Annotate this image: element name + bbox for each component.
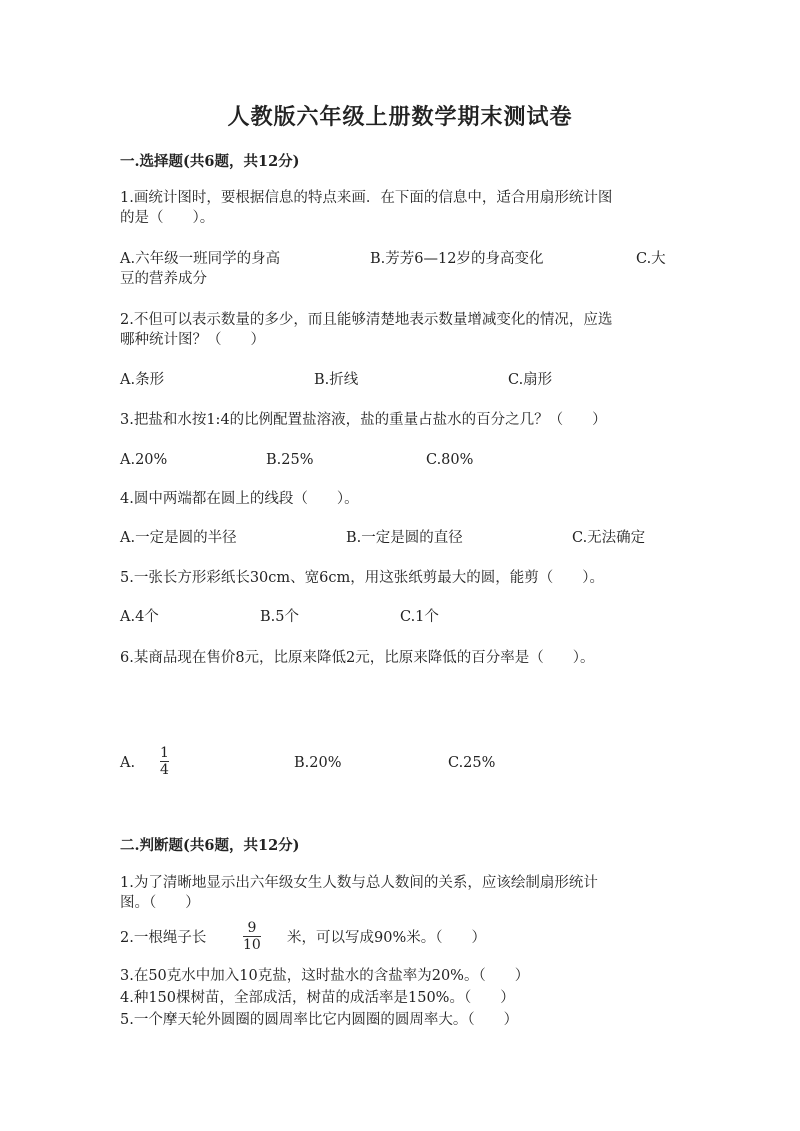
question-5-line-1: 5.一张长方形彩纸长30cm、宽6cm，用这张纸剪最大的圆，能剪（ ）。	[120, 570, 604, 586]
question-4-line-1: 4.圆中两端都在圆上的线段（ ）。	[120, 491, 359, 507]
question-3-option-a: A.20%	[120, 452, 168, 468]
question-5-option-a: A.4个	[120, 609, 159, 625]
question-1-option-a: A.六年级一班同学的身高	[120, 251, 281, 267]
question-6-option-c: C.25%	[448, 755, 496, 771]
fraction-numerator: 1	[160, 745, 169, 761]
question-2-option-c: C.扇形	[508, 372, 553, 388]
section-heading-choice: 一.选择题(共6题，共12分)	[120, 153, 300, 170]
question-5-option-c: C.1个	[400, 609, 439, 625]
judgment-1-line-2: 图。（ ）	[120, 895, 200, 911]
judgment-2-post: 米，可以写成90%米。（ ）	[287, 930, 486, 946]
fraction-numerator: 9	[247, 920, 257, 936]
fraction-denominator: 10	[243, 937, 261, 953]
page-title: 人教版六年级上册数学期末测试卷	[227, 104, 573, 130]
question-6-option-a-fraction	[160, 745, 169, 778]
question-6-option-a-label: A.	[120, 755, 136, 771]
judgment-3: 3.在50克水中加入10克盐，这时盐水的含盐率为20%。（ ）	[120, 968, 530, 984]
question-4-option-b: B.一定是圆的直径	[346, 530, 463, 546]
question-3-option-c: C.80%	[426, 452, 474, 468]
question-1-option-c: C.大	[636, 251, 666, 267]
question-6-option-b: B.20%	[294, 755, 342, 771]
question-1-option-c-cont: 豆的营养成分	[120, 271, 207, 287]
judgment-1-line-1: 1.为了清晰地显示出六年级女生人数与总人数间的关系，应该绘制扇形统计	[120, 875, 598, 891]
judgment-2-fraction	[243, 920, 261, 953]
judgment-4: 4.种150棵树苗，全部成活，树苗的成活率是150%。（ ）	[120, 990, 515, 1006]
question-2-line-2: 哪种统计图？（ ）	[120, 332, 265, 348]
question-1-line-2: 的是（ ）。	[120, 210, 215, 226]
question-4-option-a: A.一定是圆的半径	[120, 530, 237, 546]
question-2-option-b: B.折线	[314, 372, 359, 388]
judgment-2-pre: 2.一根绳子长	[120, 930, 207, 946]
section-heading-judgment: 二.判断题(共6题，共12分)	[120, 837, 300, 854]
question-5-option-b: B.5个	[260, 609, 299, 625]
fraction-denominator: 4	[160, 762, 169, 778]
question-4-option-c: C.无法确定	[572, 530, 646, 546]
question-1-line-1: 1.画统计图时，要根据信息的特点来画．在下面的信息中，适合用扇形统计图	[120, 190, 613, 206]
question-2-line-1: 2.不但可以表示数量的多少，而且能够清楚地表示数量增减变化的情况，应选	[120, 312, 613, 328]
question-2-option-a: A.条形	[120, 372, 165, 388]
judgment-5: 5.一个摩天轮外圆圈的圆周率比它内圆圈的圆周率大。（ ）	[120, 1012, 519, 1028]
question-6-line-1: 6.某商品现在售价8元，比原来降低2元，比原来降低的百分率是（ ）。	[120, 650, 595, 666]
question-3-option-b: B.25%	[266, 452, 314, 468]
question-1-option-b: B.芳芳6—12岁的身高变化	[370, 251, 544, 267]
question-3-line-1: 3.把盐和水按1:4的比例配置盐溶液，盐的重量占盐水的百分之几？（ ）	[120, 412, 607, 428]
